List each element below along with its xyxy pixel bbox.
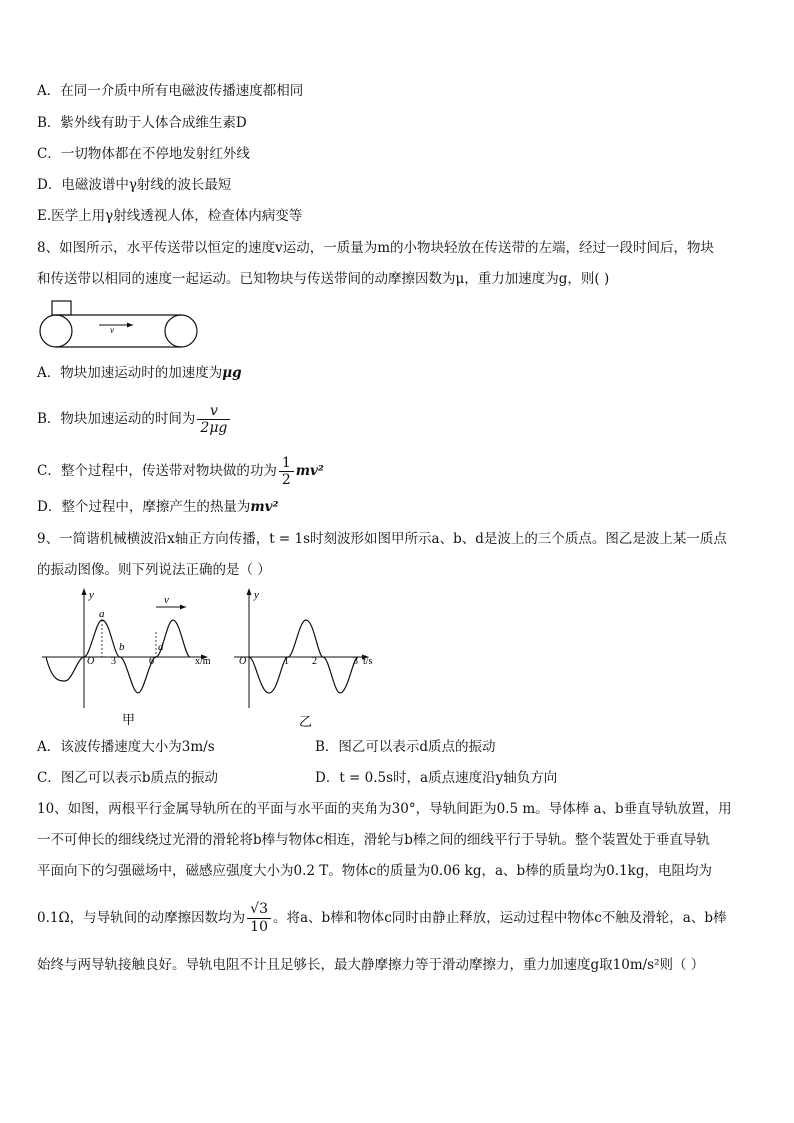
yi-caption: 乙 [299, 714, 313, 729]
block [52, 301, 71, 315]
q10-friction-fraction: $\frac{√3}{10}$ [247, 901, 271, 936]
q8-option-d-text: D．整个过程中，摩擦产生的热量为 [37, 499, 251, 515]
q10-line4-post: 。将a、b棒和物体c同时由静止释放，运动过程中物体c不触及滑轮，a、b棒 [273, 910, 727, 926]
jia-origin: O [87, 656, 95, 667]
yi-tick-1: 1 [284, 656, 289, 667]
q10-line2: 一不可伸长的细线绕过光滑的滑轮将b棒与物体c相连，滑轮与b棒之间的细线平行于导轨。整个装置处于垂直导轨 [37, 832, 710, 848]
jia-point-a: a [99, 608, 105, 620]
q8-option-a-text: A．物块加速运动时的加速度为 [37, 365, 223, 381]
q10-line4 [37, 898, 727, 938]
q8-option-b [37, 400, 232, 438]
q8-option-c [37, 452, 324, 490]
jia-point-b: b [119, 641, 125, 653]
vibration-figure-yi [232, 586, 380, 730]
q9-option-b: B．图乙可以表示d质点的振动 [315, 739, 496, 755]
q9-option-d: D．t = 0.5s时，a质点速度沿y轴负方向 [315, 770, 558, 786]
q7-option-d: D．电磁波谱中γ射线的波长最短 [37, 177, 232, 193]
q8-option-d-expr: mv² [250, 499, 279, 515]
yi-tick-3: 3 [353, 656, 358, 667]
q10-line3: 平面向下的匀强磁场中，磁感应强度大小为0.2 T。物体c的质量为0.06 kg，a、b棒的质量均为0.1kg，电阻均为 [37, 863, 712, 879]
velocity-label: v [110, 325, 114, 335]
q8-option-b-fraction: $\frac{v}{2\mu g}$ [197, 403, 230, 436]
right-pulley [165, 315, 197, 347]
jia-velocity-label: v [164, 594, 169, 606]
jia-point-d: d [158, 641, 164, 653]
q8-option-c-fraction: $\frac{1}{2}$ [279, 455, 294, 488]
left-pulley [40, 315, 72, 347]
q7-option-c: C．一切物体都在不停地发射红外线 [37, 146, 250, 162]
q8-option-a-expr: μg [222, 365, 242, 381]
q8-option-c-expr: mv² [295, 463, 324, 479]
jia-x-label: x/m [195, 656, 211, 667]
q8-option-b-text: B．物块加速运动的时间为 [37, 411, 196, 427]
q10-line5: 始终与两导轨接触良好。导轨电阻不计且足够长，最大静摩擦力等于滑动摩擦力，重力加速度g取10m/s²则（ ） [37, 957, 705, 973]
q9-option-a: A．该波传播速度大小为3m/s [37, 739, 215, 755]
jia-y-label: y [89, 589, 94, 601]
q8-option-d [37, 498, 278, 516]
q7-option-e: E.医学上用γ射线透视人体，检查体内病变等 [37, 208, 303, 224]
q8-option-a [37, 364, 242, 382]
q7-option-a: A．在同一介质中所有电磁波传播速度都相同 [37, 83, 304, 99]
q8-option-c-text: C．整个过程中，传送带对物块做的功为 [37, 463, 277, 479]
yi-tick-2: 2 [312, 656, 317, 667]
yi-y-label: y [254, 589, 259, 601]
jia-tick-6: 6 [149, 656, 154, 667]
jia-caption: 甲 [122, 712, 136, 726]
q8-stem-line2: 和传送带以相同的速度一起运动。已知物块与传送带间的动摩擦因数为μ，重力加速度为g，则( ) [37, 271, 610, 287]
yi-origin: O [239, 656, 247, 667]
yi-x-label: t/s [363, 656, 373, 667]
q10-line4-pre: 0.1Ω，与导轨间的动摩擦因数均为 [37, 910, 246, 926]
conveyor-belt-figure [37, 298, 202, 350]
q8-stem-line1: 8、如图所示，水平传送带以恒定的速度v运动，一质量为m的小物块轻放在传送带的左端，经过一段时间后，物块 [37, 240, 715, 256]
q9-stem-line1: 9、一简谐机械横波沿x轴正方向传播，t = 1s时刻波形如图甲所示a、b、d是波上的三个质点。图乙是波上某一质点 [37, 531, 727, 547]
wave-figure-jia [40, 586, 220, 726]
q7-option-b: B．紫外线有助于人体合成维生素D [37, 115, 247, 131]
jia-tick-3: 3 [111, 656, 116, 667]
q10-line1: 10、如图，两根平行金属导轨所在的平面与水平面的夹角为30°，导轨间距为0.5 m。导体棒 a、b垂直导轨放置，用 [37, 801, 732, 817]
q9-option-c: C．图乙可以表示b质点的振动 [37, 770, 218, 786]
q9-stem-line2: 的振动图像。则下列说法正确的是（ ） [37, 562, 271, 578]
